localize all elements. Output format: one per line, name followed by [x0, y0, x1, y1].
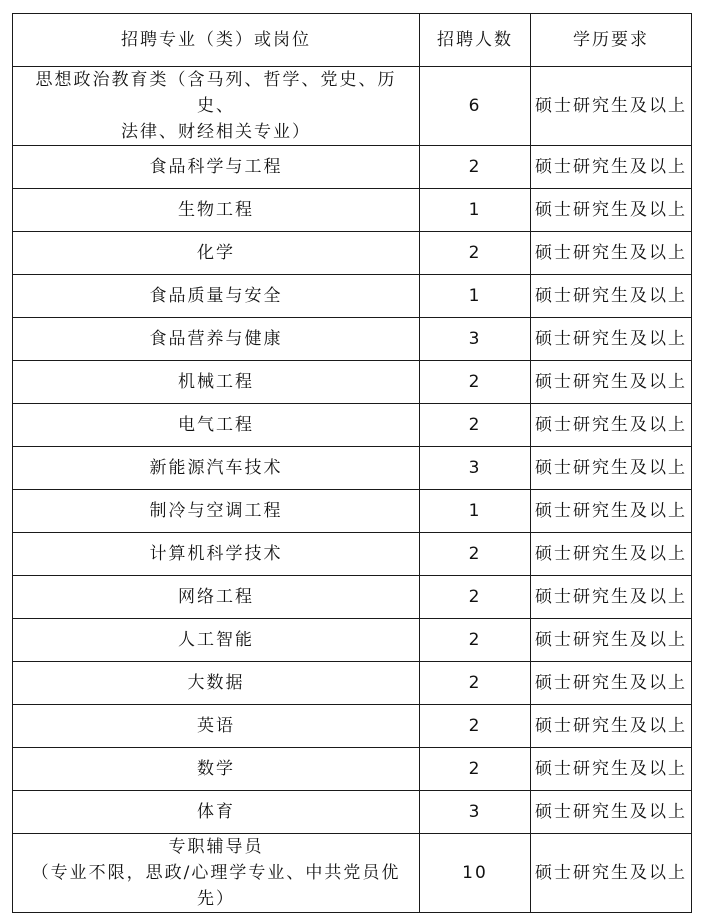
major-cell: 计算机科学技术	[13, 533, 420, 576]
table-row	[13, 662, 692, 705]
education-cell: 硕士研究生及以上	[531, 533, 692, 576]
education-cell: 硕士研究生及以上	[531, 275, 692, 318]
table-row	[13, 619, 692, 662]
education-cell: 硕士研究生及以上	[531, 189, 692, 232]
table-header	[13, 14, 692, 67]
table-row	[13, 748, 692, 791]
major-cell: 食品营养与健康	[13, 318, 420, 361]
education-cell: 硕士研究生及以上	[531, 447, 692, 490]
recruitment-table	[12, 13, 692, 913]
table-row	[13, 791, 692, 834]
table-row	[13, 275, 692, 318]
count-cell: 1	[420, 490, 531, 533]
education-cell: 硕士研究生及以上	[531, 318, 692, 361]
table-row	[13, 146, 692, 189]
major-cell: 电气工程	[13, 404, 420, 447]
education-cell: 硕士研究生及以上	[531, 834, 692, 913]
count-cell: 1	[420, 189, 531, 232]
education-cell: 硕士研究生及以上	[531, 67, 692, 146]
education-cell: 硕士研究生及以上	[531, 404, 692, 447]
major-cell	[13, 834, 420, 913]
count-cell: 2	[420, 619, 531, 662]
table-row	[13, 361, 692, 404]
count-cell: 3	[420, 447, 531, 490]
table-row	[13, 447, 692, 490]
table-row	[13, 533, 692, 576]
table-row	[13, 490, 692, 533]
count-cell: 2	[420, 361, 531, 404]
major-cell: 生物工程	[13, 189, 420, 232]
table-row	[13, 705, 692, 748]
education-cell: 硕士研究生及以上	[531, 705, 692, 748]
major-cell	[13, 67, 420, 146]
major-cell: 制冷与空调工程	[13, 490, 420, 533]
header-major: 招聘专业（类）或岗位	[13, 14, 420, 67]
count-cell: 2	[420, 662, 531, 705]
header-count: 招聘人数	[420, 14, 531, 67]
major-cell: 体育	[13, 791, 420, 834]
table-row	[13, 232, 692, 275]
count-cell: 2	[420, 576, 531, 619]
education-cell: 硕士研究生及以上	[531, 232, 692, 275]
header-row	[13, 14, 692, 67]
major-cell: 人工智能	[13, 619, 420, 662]
education-cell: 硕士研究生及以上	[531, 146, 692, 189]
major-cell: 机械工程	[13, 361, 420, 404]
education-cell: 硕士研究生及以上	[531, 791, 692, 834]
education-cell: 硕士研究生及以上	[531, 662, 692, 705]
count-cell: 1	[420, 275, 531, 318]
education-cell: 硕士研究生及以上	[531, 748, 692, 791]
table-row	[13, 67, 692, 146]
header-education: 学历要求	[531, 14, 692, 67]
major-cell: 新能源汽车技术	[13, 447, 420, 490]
count-cell: 2	[420, 705, 531, 748]
major-cell: 食品质量与安全	[13, 275, 420, 318]
major-cell: 数学	[13, 748, 420, 791]
major-cell: 食品科学与工程	[13, 146, 420, 189]
count-cell: 2	[420, 748, 531, 791]
major-line-2: （专业不限，思政/心理学专业、中共党员优先）	[31, 863, 401, 909]
count-cell: 2	[420, 533, 531, 576]
table-row	[13, 189, 692, 232]
count-cell: 3	[420, 791, 531, 834]
education-cell: 硕士研究生及以上	[531, 361, 692, 404]
count-cell: 2	[420, 404, 531, 447]
education-cell: 硕士研究生及以上	[531, 619, 692, 662]
count-cell: 2	[420, 146, 531, 189]
education-cell: 硕士研究生及以上	[531, 490, 692, 533]
major-cell: 化学	[13, 232, 420, 275]
count-cell: 3	[420, 318, 531, 361]
major-cell: 网络工程	[13, 576, 420, 619]
count-cell: 6	[420, 67, 531, 146]
major-cell: 大数据	[13, 662, 420, 705]
major-line-1: 思想政治教育类（含马列、哲学、党史、历史、	[35, 70, 397, 116]
table-body	[13, 67, 692, 913]
major-line-2: 法律、财经相关专业）	[121, 122, 311, 142]
table-row	[13, 834, 692, 913]
count-cell: 10	[420, 834, 531, 913]
major-line-1: 专职辅导员	[168, 837, 264, 857]
table-row	[13, 404, 692, 447]
count-cell: 2	[420, 232, 531, 275]
table-row	[13, 576, 692, 619]
major-cell: 英语	[13, 705, 420, 748]
education-cell: 硕士研究生及以上	[531, 576, 692, 619]
table-row	[13, 318, 692, 361]
